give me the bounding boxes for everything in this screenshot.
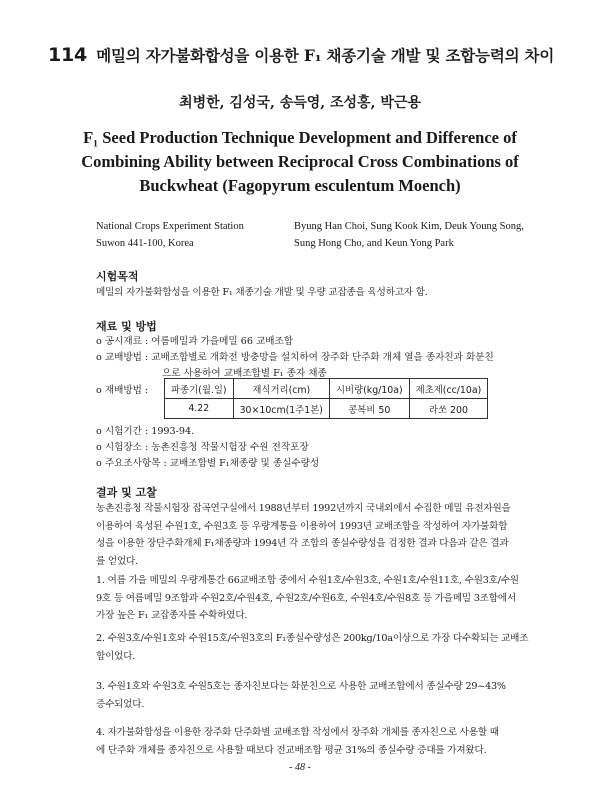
sowing-label: o 재배방법 : (96, 385, 149, 396)
english-title (60, 126, 540, 198)
english-authors-line-1: Byung Han Choi, Sung Kook Kim, Deuk Young Song, (294, 221, 524, 232)
table-cell: 30×10cm(1주1본) (233, 399, 329, 419)
result-line: 증수되었다. (96, 698, 145, 710)
table-header-cell: 제초제(cc/10a) (409, 379, 488, 399)
results-intro-line: 농촌진흥청 작물시험장 잡곡연구실에서 1988년부터 1992년까지 국내외에서 수집한 메밀 유전자원을 (96, 503, 511, 514)
english-authors (294, 218, 564, 252)
english-authors-line-2: Sung Hong Cho, and Keun Yong Park (294, 238, 454, 249)
table-cell: 4.22 (165, 399, 234, 419)
english-title-line-2: Combining Ability between Reciprocal Cross Combinations of (81, 152, 519, 171)
result-item-3 (96, 678, 562, 713)
table-header-cell: 시비량(kg/10a) (329, 379, 409, 399)
results-intro (96, 500, 562, 570)
result-line: 3. 수원1호와 수원3호 수원5호는 종자친보다는 화분친으로 사용한 교배조합에서 종실수량 29~43% (96, 681, 506, 692)
cultivation-table (164, 378, 488, 419)
result-line: 2. 수원3호/수원1호와 수원15호/수원3호의 F₁종실수량성은 200kg/10a이상으로 가장 다수확되는 교배조 (96, 633, 529, 644)
results-intro-line: 성을 이용한 장단주화개체 F₁채종량과 1994년 각 조합의 종실수량성을 검정한 결과 다음과 같은 결과 (96, 538, 509, 549)
result-item-1 (96, 572, 562, 625)
result-item-4 (96, 724, 562, 759)
page-number: - 48 - (289, 762, 311, 773)
result-line: 9호 등 여름메밀 9조합과 수원2호/수원4호, 수원2호/수원6호, 수원4호/수원8호 등 가을메밀 3조합에서 (96, 592, 517, 604)
english-title-line-3: Buckwheat (Fagopyrum esculentum Moench) (139, 176, 461, 195)
abstract-number: 114 (48, 44, 88, 66)
result-line: 1. 여름 가을 메밀의 우량계통간 66교배조합 중에서 수원1호/수원3호, 수원1호/수원11호, 수원3호/수원 (96, 575, 519, 586)
method-items: o 주요조사항목 : 교배조합별 F₁채종량 및 종실수량성 (96, 458, 320, 469)
results-intro-line: 이용하여 육성된 수원1호, 수원3호 등 우량계통을 이용하여 1993년 교배조합을 작성하여 자가불화합 (96, 520, 508, 532)
english-title-line-1: F₁ Seed Production Technique Development and Difference of (83, 128, 517, 147)
result-item-2 (96, 630, 562, 665)
korean-title-text: 메밀의 자가불화합성을 이용한 F₁ 채종기술 개발 및 조합능력의 차이 (96, 46, 555, 65)
method-place: o 시험장소 : 농촌진흥청 작물시험장 수원 전작포장 (96, 442, 309, 453)
method-period: o 시험기간 : 1993-94. (96, 426, 195, 437)
korean-authors: 최병한, 김성국, 송득영, 조성홍, 박근용 (179, 95, 421, 111)
result-line: 가장 높은 F₁ 교잡종자를 수확하였다. (96, 610, 248, 621)
address: Suwon 441-100, Korea (96, 238, 194, 249)
table-header-cell: 재식거리(cm) (233, 379, 329, 399)
table-header-row (165, 379, 488, 399)
affiliation (96, 218, 276, 252)
table-header-cell: 파종기(월.일) (165, 379, 234, 399)
table-cell: 콩복비 50 (329, 399, 409, 419)
table-row (165, 399, 488, 419)
method-cross-line-1: o 교배방법 : 교배조합별로 개화전 방충망을 설치하여 장주화 단주화 개체 열을 종자친과 화분친 (96, 352, 494, 363)
institute: National Crops Experiment Station (96, 221, 244, 232)
table-cell: 라쏘 200 (409, 399, 488, 419)
result-line: 4. 자가불화합성을 이용한 장주화 단주화별 교배조합 작성에서 장주화 개체를 종자친으로 사용할 때 (96, 727, 499, 738)
result-line: 합이었다. (96, 650, 136, 662)
method-material: o 공시재료 : 여름메밀과 가을메밀 66 교배조합 (96, 336, 294, 347)
results-heading: 결과 및 고찰 (96, 486, 157, 499)
objective-heading: 시험목적 (96, 270, 139, 283)
methods-heading: 재료 및 방법 (96, 320, 157, 333)
method-cross-line-2: 으로 사용하여 교배조합별 F₁ 종자 채종 (162, 368, 327, 379)
result-line: 에 단주화 개체를 종자친으로 사용할 때보다 전교배조합 평균 31%의 종실수량 증대를 가져왔다. (96, 744, 487, 756)
objective-text: 메밀의 자가불화합성을 이용한 F₁ 채종기술 개발 및 우량 교잡종을 육성하고자 함. (96, 287, 428, 298)
results-intro-line: 를 얻었다. (96, 555, 138, 567)
korean-title (48, 44, 568, 66)
